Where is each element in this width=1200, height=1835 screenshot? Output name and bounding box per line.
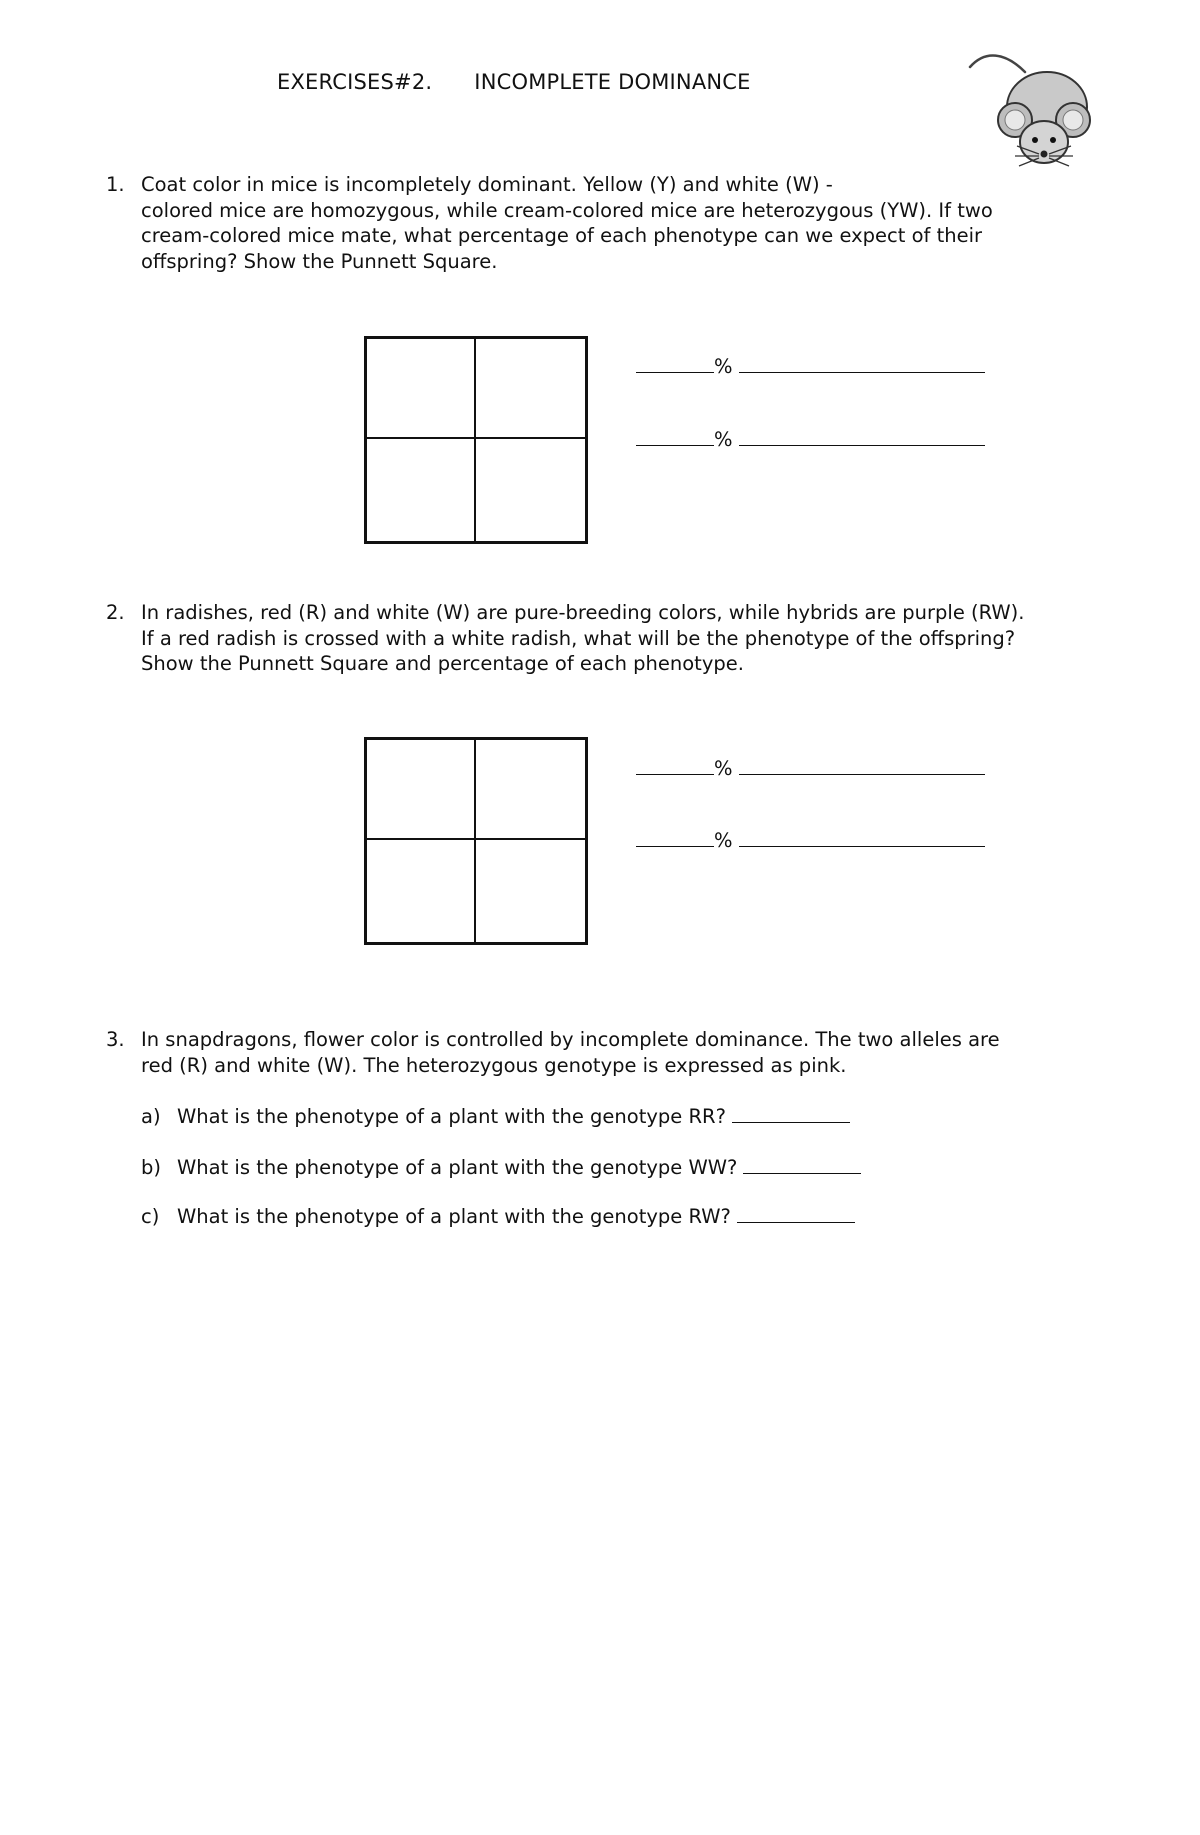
punnett-divider — [474, 740, 476, 942]
phenotype-blank[interactable] — [739, 826, 985, 847]
question-1-line: Coat color in mice is incompletely dominant. Yellow (Y) and white (W) - — [141, 173, 833, 196]
question-1-line: colored mice are homozygous, while cream-colored mice are heterozygous (YW). If two — [141, 198, 993, 222]
percent-sign: % — [714, 829, 733, 852]
punnett-square-1 — [364, 336, 588, 544]
question-2-number: 2. — [106, 601, 125, 624]
sub-question-text: What is the phenotype of a plant with the genotype RW? — [177, 1205, 731, 1228]
answer-row-2b — [636, 826, 985, 852]
answer-blank-a[interactable] — [732, 1102, 850, 1123]
question-2-line: In radishes, red (R) and white (W) are pure-breeding colors, while hybrids are purple (RW). — [141, 601, 1025, 624]
question-2-line: If a red radish is crossed with a white radish, what will be the phenotype of the offspring? — [141, 626, 1016, 650]
sub-question-text: What is the phenotype of a plant with the genotype RR? — [177, 1105, 726, 1128]
answer-row-1b — [636, 425, 985, 451]
percent-sign: % — [714, 355, 733, 378]
sub-question-a — [141, 1102, 850, 1128]
percent-sign: % — [714, 757, 733, 780]
punnett-square-2 — [364, 737, 588, 945]
worksheet-title — [277, 70, 751, 94]
sub-question-letter: b) — [141, 1156, 161, 1179]
answer-row-1a — [636, 352, 985, 378]
answer-row-2a — [636, 754, 985, 780]
phenotype-blank[interactable] — [739, 754, 985, 775]
sub-question-text: What is the phenotype of a plant with the genotype WW? — [177, 1156, 738, 1179]
question-2-text — [141, 600, 1161, 677]
punnett-divider — [367, 437, 585, 439]
question-1-line: cream-colored mice mate, what percentage of each phenotype can we expect of their — [141, 224, 983, 247]
punnett-divider — [367, 838, 585, 840]
question-1-line: offspring? Show the Punnett Square. — [141, 249, 498, 273]
answer-blank-c[interactable] — [737, 1202, 855, 1223]
question-3-line: red (R) and white (W). The heterozygous genotype is expressed as pink. — [141, 1053, 847, 1077]
question-3-line: In snapdragons, flower color is controlled by incomplete dominance. The two alleles are — [141, 1028, 1000, 1051]
answer-blank-b[interactable] — [743, 1153, 861, 1174]
sub-question-b — [141, 1153, 861, 1179]
question-1-number: 1. — [106, 173, 125, 196]
phenotype-blank[interactable] — [739, 425, 985, 446]
percent-blank[interactable] — [636, 754, 714, 775]
question-1-text — [141, 172, 1161, 274]
phenotype-blank[interactable] — [739, 352, 985, 373]
exercise-label: EXERCISES#2. — [277, 70, 433, 94]
sub-question-c — [141, 1202, 855, 1228]
mouse-icon — [965, 42, 1105, 182]
percent-blank[interactable] — [636, 425, 714, 446]
punnett-divider — [474, 339, 476, 541]
question-2-line: Show the Punnett Square and percentage of each phenotype. — [141, 652, 744, 675]
sub-question-letter: c) — [141, 1205, 160, 1228]
question-3-text — [141, 1027, 1161, 1078]
percent-sign: % — [714, 428, 733, 451]
topic-title: INCOMPLETE DOMINANCE — [474, 70, 751, 94]
percent-blank[interactable] — [636, 352, 714, 373]
percent-blank[interactable] — [636, 826, 714, 847]
sub-question-letter: a) — [141, 1105, 161, 1128]
question-3-number: 3. — [106, 1028, 125, 1051]
